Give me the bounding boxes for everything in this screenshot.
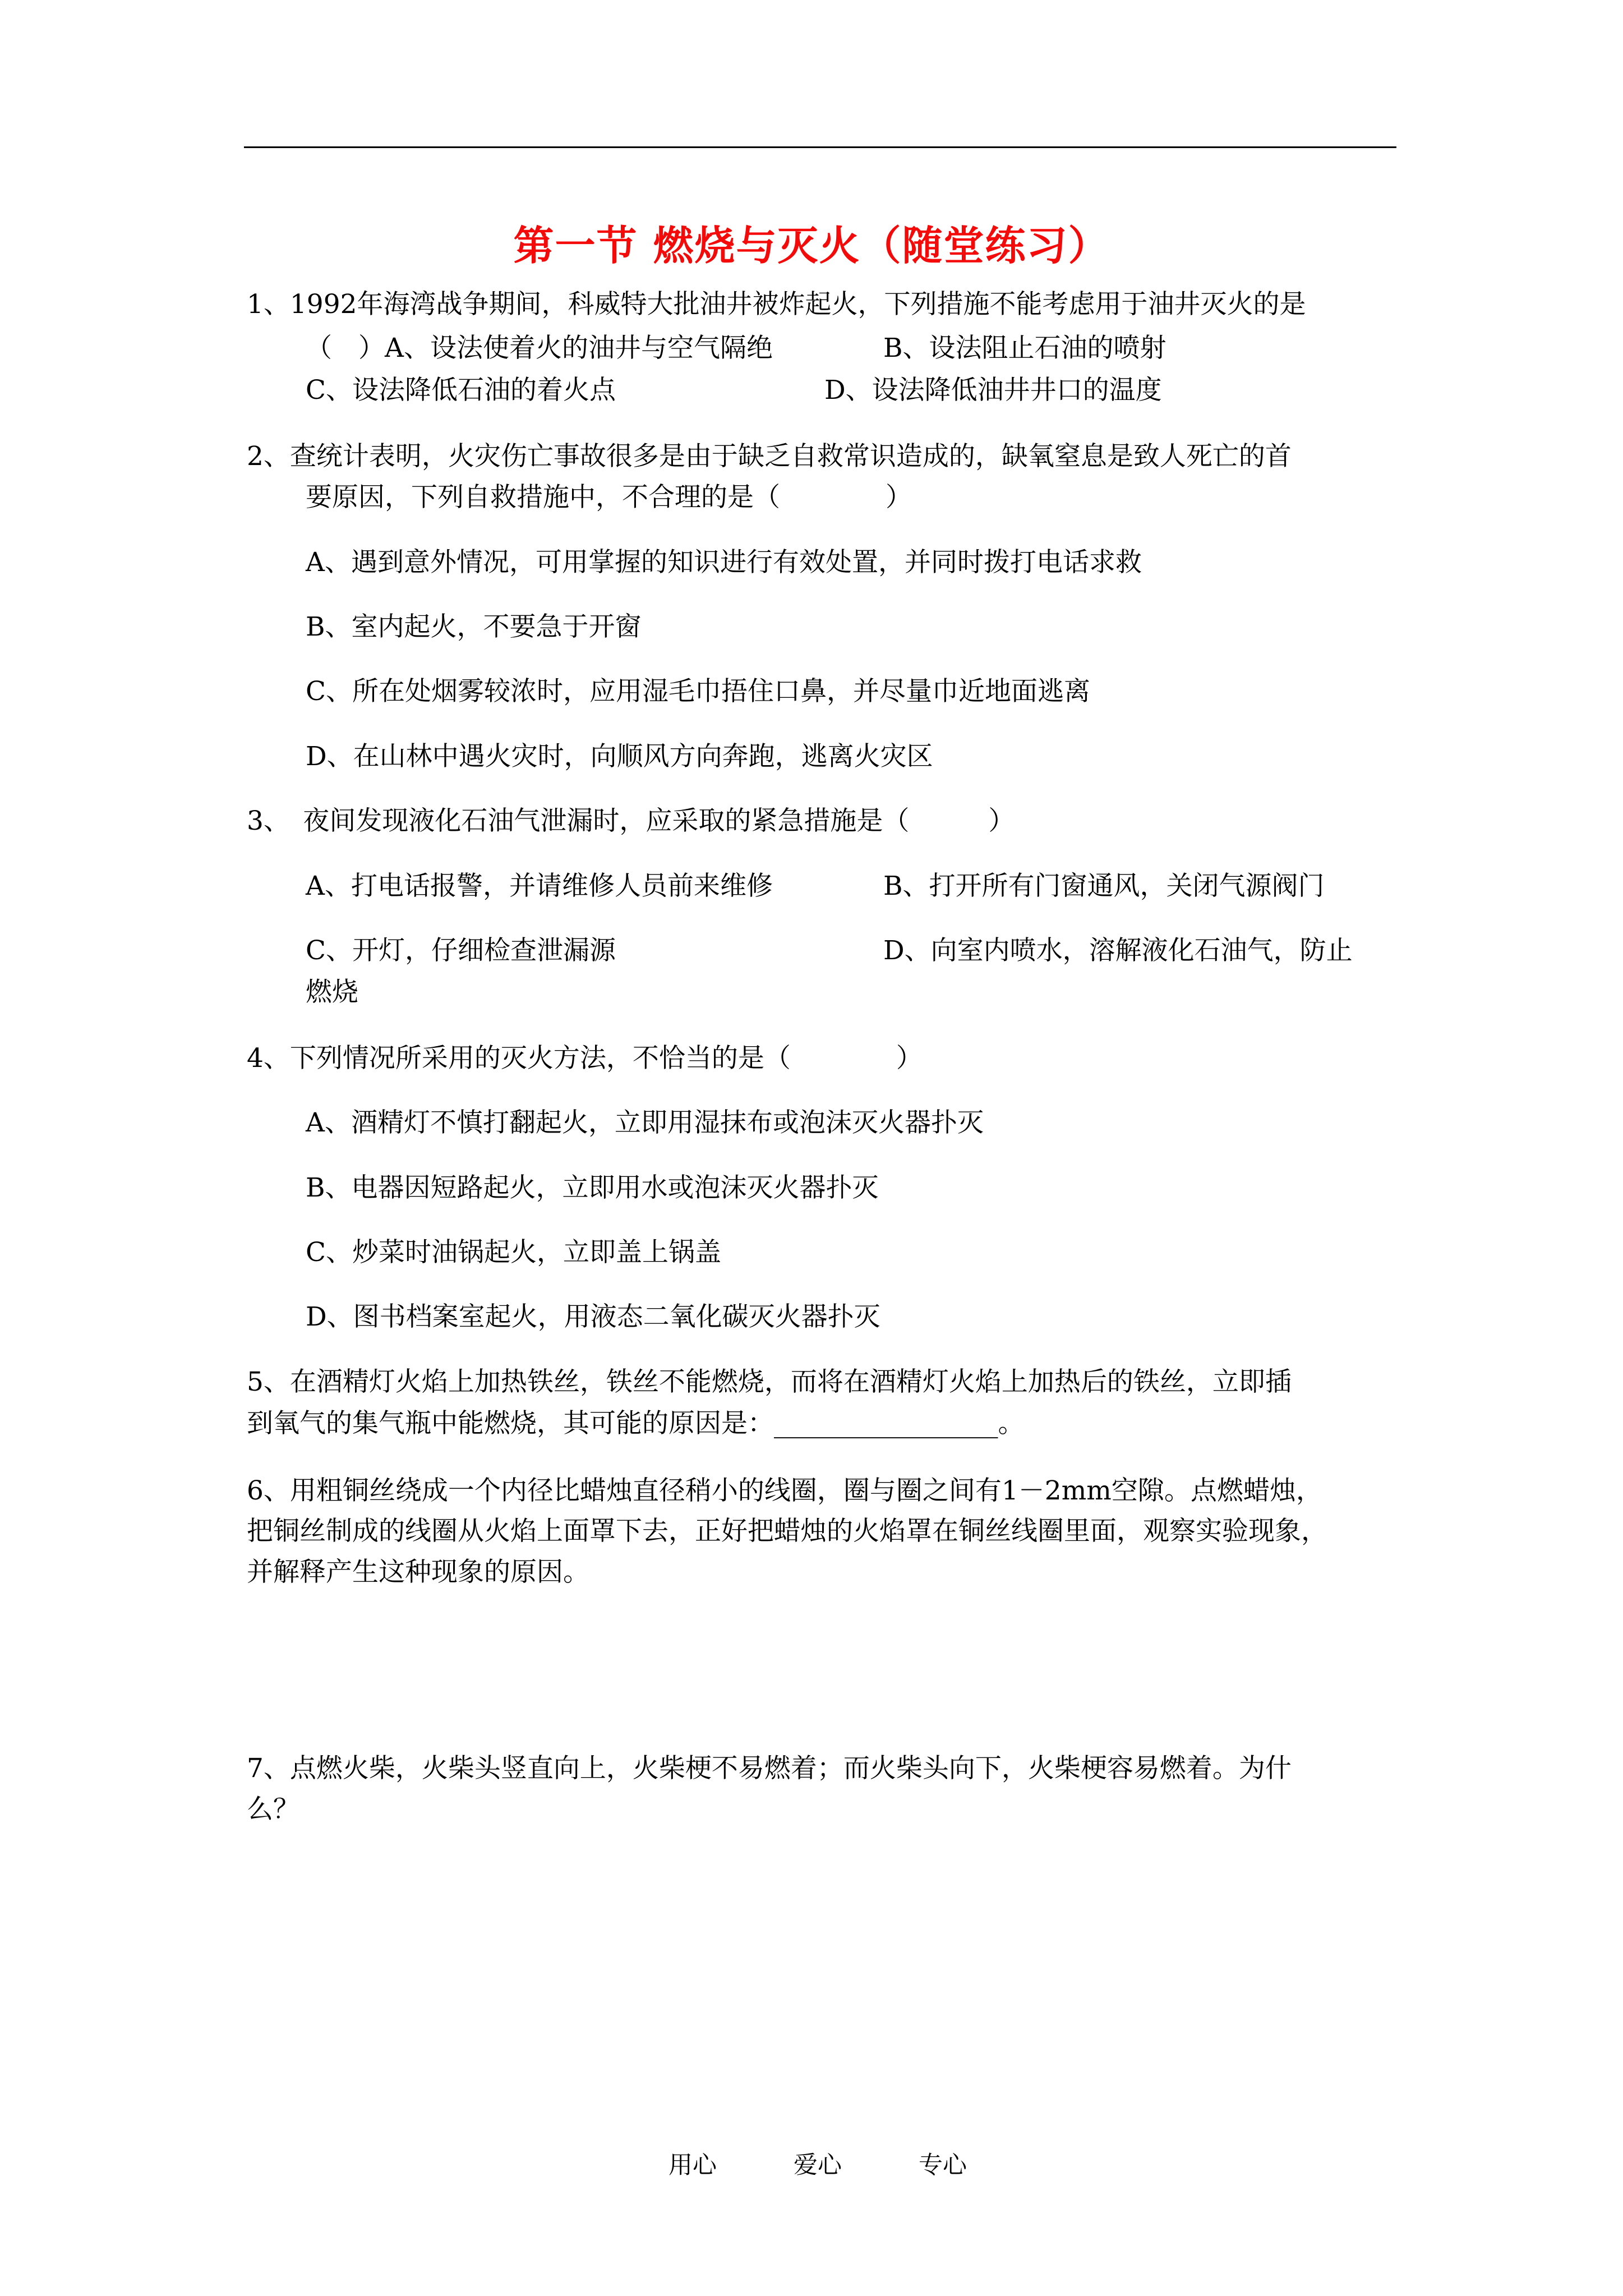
q4-option-c: C、炒菜时油锅起火，立即盖上锅盖 (306, 1237, 721, 1268)
q7-line2: 么？ (247, 1794, 299, 1825)
q4-option-d: D、图书档案室起火，用液态二氧化碳灭火器扑灭 (306, 1301, 880, 1332)
q5-line2: 到氧气的集气瓶中能燃烧，其可能的原因是：_________________。 (247, 1408, 1025, 1439)
q1-option-a: （ ）A、设法使着火的油井与空气隔绝 (306, 333, 773, 364)
q2-option-a: A、遇到意外情况，可用掌握的知识进行有效处置，并同时拨打电话求救 (306, 547, 1142, 578)
q6-line3: 并解释产生这种现象的原因。 (247, 1557, 589, 1588)
q2-option-c: C、所在处烟雾较浓时，应用湿毛巾捂住口鼻，并尽量巾近地面逃离 (306, 676, 1090, 707)
q5-line1: 5、在酒精灯火焰上加热铁丝，铁丝不能燃烧，而将在酒精灯火焰上加热后的铁丝，立即插 (247, 1366, 1292, 1397)
q4-option-a: A、酒精灯不慎打翻起火，立即用湿抹布或泡沫灭火器扑灭 (306, 1107, 984, 1138)
q3-option-a: A、打电话报警，并请维修人员前来维修 (306, 871, 773, 901)
footer-text-2: 爱心 (794, 2151, 842, 2179)
q3-option-c: C、开灯，仔细检查泄漏源 (306, 935, 616, 966)
q3-option-b: B、打开所有门窗通风，关闭气源阀门 (883, 871, 1325, 901)
footer-text-3: 专心 (919, 2151, 967, 2179)
q3-stem: 3、 夜间发现液化石油气泄漏时，应采取的紧急措施是（ ） (247, 806, 1015, 836)
q2-stem-line1: 2、查统计表明，火灾伤亡事故很多是由于缺乏自救常识造成的，缺氧窒息是致人死亡的首 (247, 441, 1292, 472)
q1-stem: 1、1992年海湾战争期间，科威特大批油井被炸起火，下列措施不能考虑用于油井灭火的是 (247, 289, 1306, 320)
q4-option-b: B、电器因短路起火，立即用水或泡沫灭火器扑灭 (306, 1172, 879, 1203)
q3-option-d-cont: 燃烧 (306, 977, 358, 1007)
q4-stem: 4、下列情况所采用的灭火方法，不恰当的是（ ） (247, 1043, 923, 1074)
q3-option-d: D、向室内喷水，溶解液化石油气，防止 (883, 935, 1353, 966)
q7-line1: 7、点燃火柴，火柴头竖直向上，火柴梗不易燃着；而火柴头向下，火柴梗容易燃着。为什 (247, 1753, 1292, 1784)
q2-option-b: B、室内起火，不要急于开窗 (306, 611, 642, 642)
footer-text-1: 用心 (668, 2151, 717, 2179)
q2-option-d: D、在山林中遇火灾时，向顺风方向奔跑，逃离火灾区 (306, 741, 933, 772)
q1-option-b: B、设法阻止石油的喷射 (883, 333, 1166, 364)
q6-line1: 6、用粗铜丝绕成一个内径比蜡烛直径稍小的线圈，圈与圈之间有1－2mm空隙。点燃蜡烛， (247, 1475, 1322, 1506)
q1-option-c: C、设法降低石油的着火点 (306, 375, 616, 406)
q2-stem-line2: 要原因，下列自救措施中，不合理的是（ ） (306, 482, 912, 513)
header-rule (244, 146, 1396, 148)
q1-option-d: D、设法降低油井井口的温度 (824, 375, 1162, 406)
page-title: 第一节 燃烧与灭火（随堂练习） (513, 222, 1110, 269)
q6-line2: 把铜丝制成的线圈从火焰上面罩下去，正好把蜡烛的火焰罩在铜丝线圈里面，观察实验现象， (247, 1516, 1327, 1547)
